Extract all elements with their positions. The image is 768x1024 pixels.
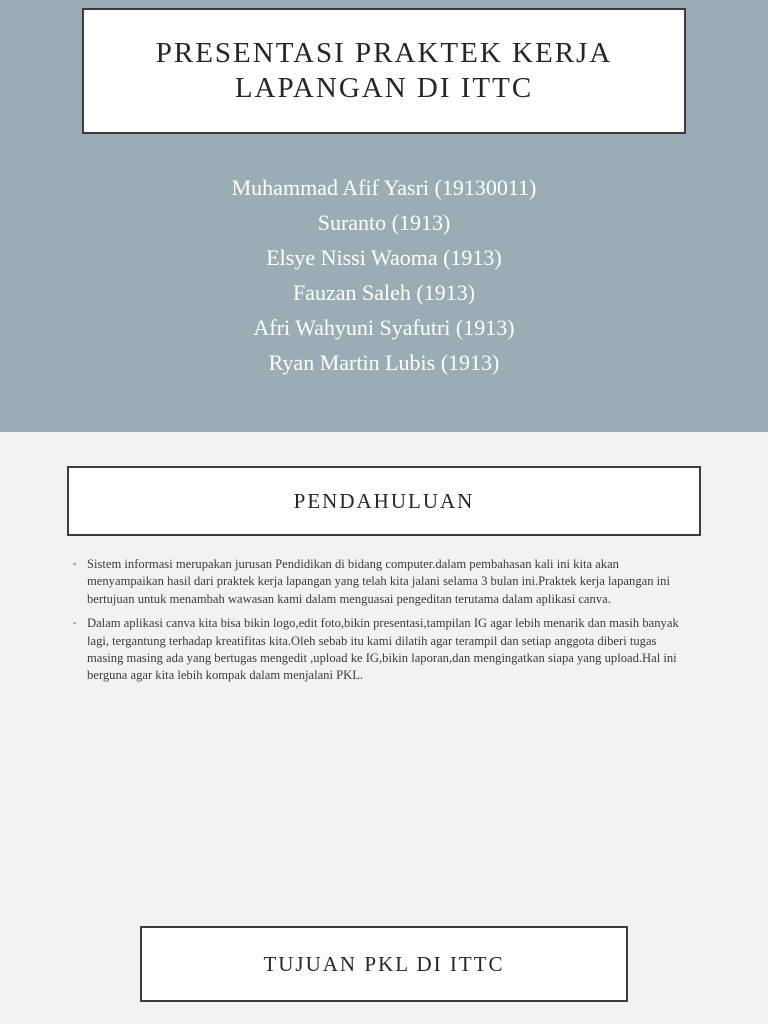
- bullet-item: [70, 615, 690, 685]
- author-name: Fauzan Saleh (1913): [292, 280, 476, 305]
- title-slide: [0, 0, 768, 432]
- presentation-title: PRESENTASI PRAKTEK KERJA LAPANGAN DI ITTC: [155, 37, 613, 104]
- section-title-tujuan: TUJUAN PKL DI ITTC: [263, 951, 505, 976]
- bullet-marker-icon: ▪: [73, 618, 77, 629]
- section-title-pendahuluan: PENDAHULUAN: [293, 488, 475, 513]
- title-box: [82, 8, 686, 134]
- bullet-text: Sistem informasi merupakan jurusan Pendidikan di bidang computer.dalam pembahasan kali ini kita akan menyampaikan hasil dari praktek kerja lapangan yang telah kita jalani selama 3 bulan ini.Praktek kerja lapangan ini bertujuan untuk menambah wawasan kami dalam menguasai pengeditan terutama dalam aplikasi canva.: [87, 557, 670, 606]
- bullet-list: [70, 556, 690, 692]
- bullet-text: Dalam aplikasi canva kita bisa bikin logo,edit foto,bikin presentasi,tampilan IG agar lebih menarik dan masih banyak lagi, tergantung terhadap kreatifitas kita.Oleh sebab itu kami dilatih agar terampil dan setiap anggota diberi tugas masing masing ada yang bertugas mengedit ,upload ke IG,bikin laporan,dan mengingatkan siapa yang upload.Hal ini berguna agar kita lebih kompak dalam menjalani PKL.: [87, 616, 679, 683]
- author-name: Suranto (1913): [317, 210, 451, 235]
- bullet-item: [70, 556, 690, 608]
- section-heading-box: [67, 466, 701, 536]
- content-slide: [0, 432, 768, 1024]
- bullet-marker-icon: ▪: [73, 559, 77, 569]
- author-list: [0, 170, 768, 380]
- author-name: Elsye Nissi Waoma (1913): [266, 245, 502, 270]
- section-heading-box: [140, 926, 628, 1002]
- author-name: Ryan Martin Lubis (1913): [268, 350, 500, 375]
- author-name: Muhammad Afif Yasri (19130011): [231, 175, 537, 200]
- author-name: Afri Wahyuni Syafutri (1913): [253, 315, 515, 340]
